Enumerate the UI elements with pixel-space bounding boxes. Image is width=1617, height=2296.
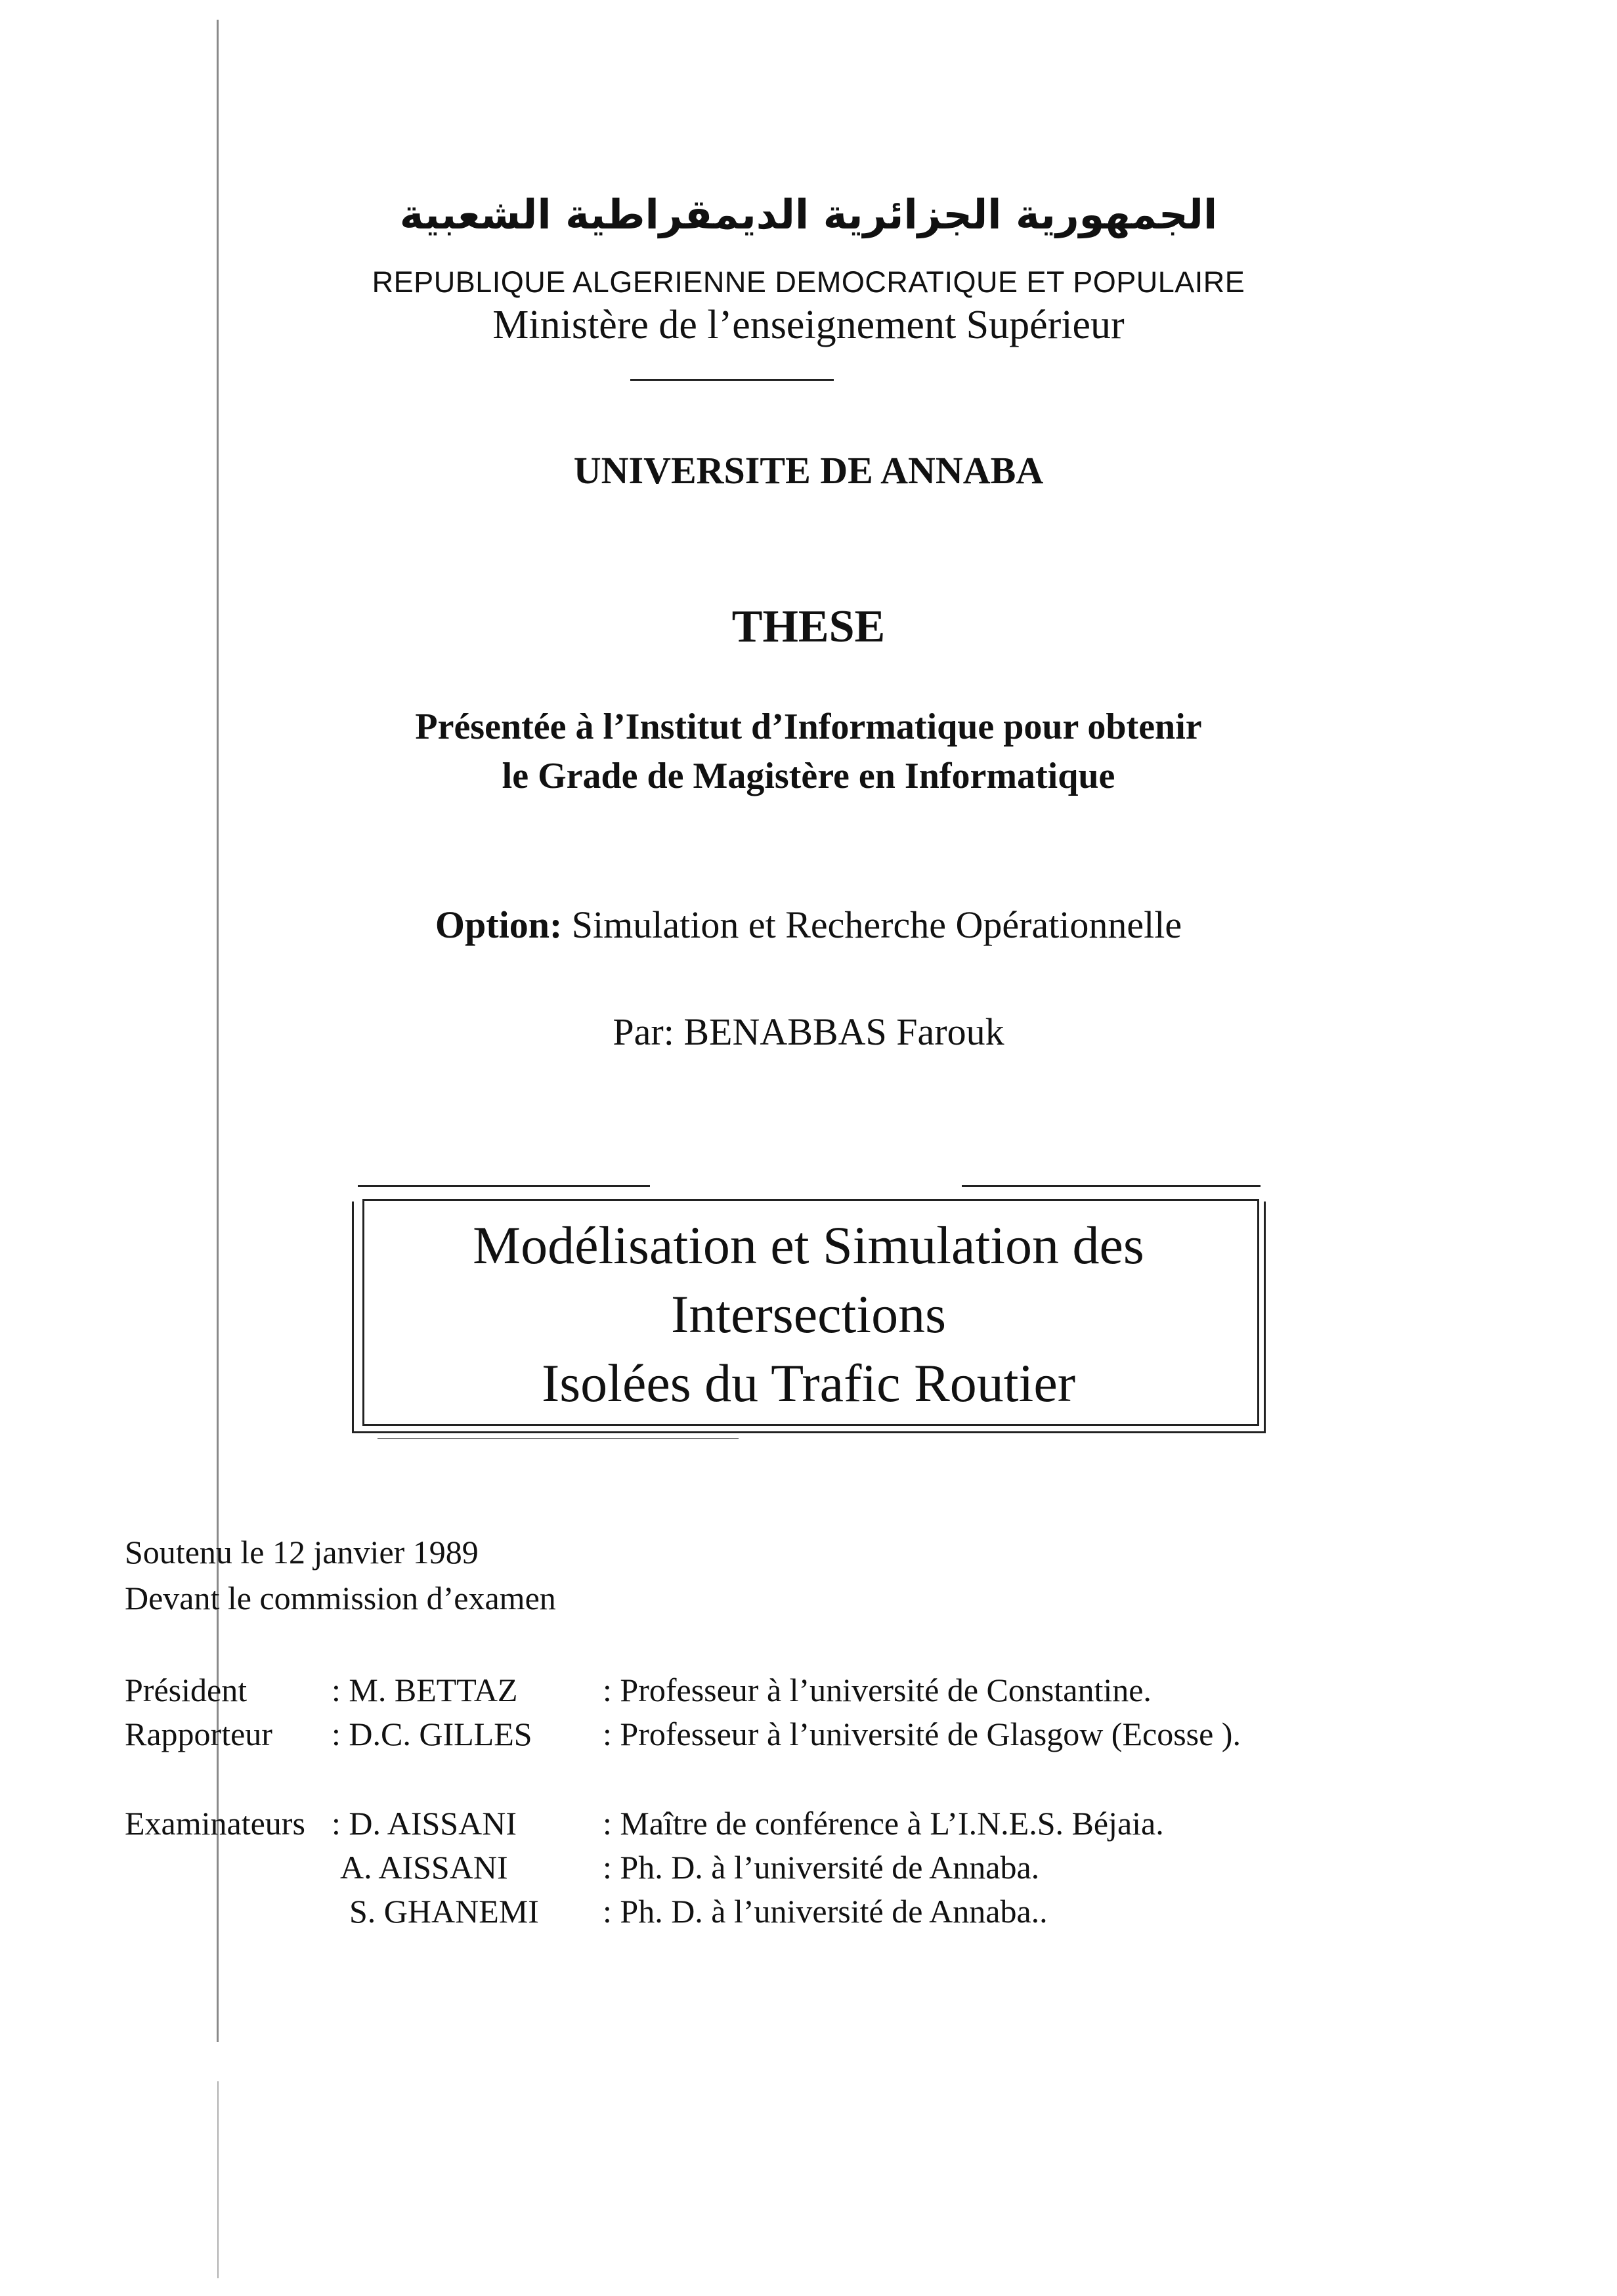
jury-name: S. GHANEMI: [349, 1893, 539, 1930]
defense-date: Soutenu le 12 janvier 1989: [125, 1534, 479, 1570]
document-type: THESE: [731, 601, 886, 652]
jury-description: : Professeur à l’université de Glasgow (Ecosse ).: [603, 1716, 1241, 1752]
title-frame-top-right-rule: [962, 1185, 1261, 1187]
jury-description: : Maître de conférence à L’I.N.E.S. Béjaia.: [603, 1805, 1164, 1842]
republic-heading: REPUBLIQUE ALGERIENNE DEMOCRATIQUE ET POPULAIRE: [372, 265, 1245, 299]
university-name: UNIVERSITE DE ANNABA: [573, 449, 1044, 492]
author-line: Par: BENABBAS Farouk: [613, 1010, 1004, 1053]
ministry-underline: [630, 379, 834, 381]
option-label: Option:: [435, 903, 563, 946]
jury-description: : Professeur à l’université de Constantine.: [603, 1672, 1152, 1708]
jury-description: : Ph. D. à l’université de Annaba.: [603, 1849, 1040, 1886]
presented-line-2: le Grade de Magistère en Informatique: [502, 756, 1115, 796]
option-line: [0, 903, 1617, 947]
option-value: Simulation et Recherche Opérationnelle: [571, 903, 1182, 946]
presented-line-1: Présentée à l’Institut d’Informatique pour obtenir: [415, 706, 1202, 747]
jury-name: : D.C. GILLES: [332, 1716, 532, 1752]
jury-name: : M. BETTAZ: [332, 1672, 518, 1708]
ministry-heading: Ministère de l’enseignement Supérieur: [492, 303, 1125, 347]
jury-role: Examinateurs: [125, 1805, 305, 1842]
defense-committee: Devant le commission d’examen: [125, 1580, 556, 1616]
jury-description: : Ph. D. à l’université de Annaba..: [603, 1893, 1048, 1930]
margin-binding-line-lower: [217, 2081, 219, 2278]
jury-role: Président: [125, 1672, 248, 1708]
thesis-title-line-3: Isolées du Trafic Routier: [541, 1353, 1076, 1413]
thesis-title-line-2: Intersections: [671, 1284, 946, 1344]
jury-name: : D. AISSANI: [332, 1805, 517, 1842]
jury-name: A. AISSANI: [340, 1849, 508, 1886]
arabic-republic-heading: الجمهورية الجزائرية الديمقراطية الشعبية: [399, 190, 1218, 238]
thesis-title-line-1: Modélisation et Simulation des: [473, 1215, 1144, 1275]
title-frame-top-left-rule: [358, 1185, 650, 1187]
title-frame-bottom-rule: [377, 1438, 739, 1439]
jury-role: Rapporteur: [125, 1716, 272, 1752]
